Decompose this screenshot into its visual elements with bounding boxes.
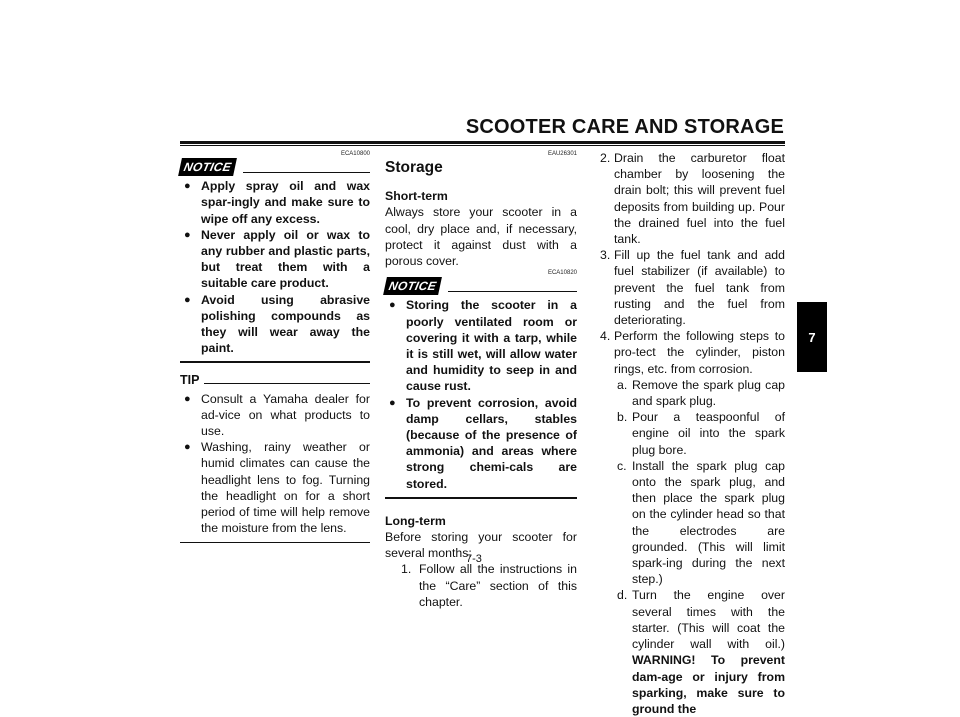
list-item [597, 247, 785, 328]
notice-code: ECA10800 [340, 151, 370, 157]
list-item [614, 409, 785, 458]
warning-text: WARNING! To prevent dam-age or injury from sparking, make sure to ground the [632, 653, 785, 716]
list-item-text: Never apply oil or wax to any rubber and plastic parts, but treat them with a suitable care product. [201, 227, 370, 291]
subheading-long-term: Long-term [385, 513, 446, 528]
tip-end-rule [180, 542, 370, 543]
list-item-text: To prevent corrosion, avoid damp cellars, stables (because of the presence of ammonia) and areas where strong chemi-cals are stored. [406, 395, 577, 491]
header-rule [180, 141, 785, 144]
bullet-icon: ● [389, 299, 396, 312]
notice-header [385, 277, 577, 295]
substeps-list [614, 377, 785, 717]
tip-label: TIP [180, 373, 200, 388]
notice-header [180, 158, 370, 176]
steps-list [597, 150, 785, 717]
notice-rule [448, 291, 577, 292]
list-item [385, 561, 577, 610]
list-item [614, 377, 785, 409]
list-item [597, 150, 785, 247]
list-item [180, 439, 370, 536]
bullet-icon: ● [389, 396, 396, 409]
bullet-icon: ● [184, 228, 191, 241]
substep-letter: b. [617, 410, 628, 425]
substep-text: Pour a teaspoonful of engine oil into the spark plug bore. [632, 410, 785, 457]
notice-rule [243, 172, 370, 173]
substep-letter: d. [617, 588, 628, 603]
list-item [597, 328, 785, 717]
bullet-icon: ● [184, 293, 191, 306]
notice-list [180, 178, 370, 356]
column-1 [180, 150, 370, 543]
step-text: Follow all the instructions in the “Care” section of this chapter. [419, 562, 577, 609]
substep-letter: a. [617, 377, 628, 392]
tip-header [180, 372, 370, 388]
step-number: 4. [600, 329, 611, 344]
page-header-title: SCOOTER CARE AND STORAGE [465, 116, 784, 138]
header-rule-thin [180, 145, 785, 146]
step-text: Drain the carburetor float chamber by loosening the drain bolt; this will prevent fuel deposits from building up. Pour the drained fuel into the fuel tank. [614, 151, 785, 247]
list-item-text: Avoid using abrasive polishing compounds as they will wear away the paint. [201, 292, 370, 356]
notice-end-rule [180, 361, 370, 363]
long-term-text: Before storing your scooter for several months: [385, 530, 577, 561]
substep-text: Turn the engine over several times with the starter. (This will coat the cylinder wall with oil.) [632, 588, 785, 652]
bullet-icon: ● [184, 392, 191, 405]
list-item [180, 391, 370, 440]
list-item [180, 227, 370, 292]
step-text: Perform the following steps to pro-tect the cylinder, piston rings, etc. from corrosion. [614, 329, 785, 376]
steps-list [385, 561, 577, 610]
list-item [385, 395, 577, 492]
column-3 [597, 150, 785, 717]
substep-text: Remove the spark plug cap and spark plug. [632, 377, 785, 409]
list-item [180, 292, 370, 357]
list-item-text: Apply spray oil and wax spar-ingly and make sure to wipe off any excess. [201, 179, 370, 226]
list-item [385, 297, 577, 394]
list-item-text: Washing, rainy weather or humid climates can cause the headlight lens to fog. Turning the headlight on for a short period of time will help remove the moisture from the lens. [201, 440, 370, 536]
notice-badge: NOTICE [383, 277, 442, 295]
step-number: 3. [600, 248, 611, 263]
notice-badge: NOTICE [178, 158, 237, 176]
notice-list [385, 297, 577, 491]
tip-rule [204, 383, 370, 384]
substep-text: Install the spark plug cap onto the spark plug, and then place the spark plug on the cylinder head so that the electrodes are grounded. (This will limit spark-ing during the next step.) [632, 458, 785, 587]
substep-letter: c. [617, 458, 627, 473]
list-item [614, 587, 785, 717]
section-code: EAU26301 [547, 151, 577, 157]
bullet-icon: ● [184, 180, 191, 193]
step-number: 2. [600, 151, 611, 165]
page-number: 7-3 [466, 553, 482, 565]
short-term-text: Always store your scooter in a cool, dry place and, if necessary, protect it against dust with a porous cover. [385, 205, 577, 269]
list-item-text: Consult a Yamaha dealer for ad-vice on what products to use. [201, 391, 370, 439]
bullet-icon: ● [184, 441, 191, 454]
section-title: Storage [385, 159, 443, 176]
notice-code: ECA10820 [547, 270, 577, 277]
chapter-tab: 7 [797, 302, 827, 372]
step-number: 1. [401, 562, 412, 577]
list-item-text: Storing the scooter in a poorly ventilated room or covering it with a tarp, while it is still wet, will allow water and humidity to seep in and cause rust. [406, 298, 577, 394]
step-text: Fill up the fuel tank and add fuel stabilizer (if available) to prevent the fuel tank from rusting and the fuel from deteriorating. [614, 248, 785, 328]
list-item [180, 178, 370, 227]
tip-list [180, 391, 370, 537]
column-2 [385, 150, 577, 610]
subheading-short-term: Short-term [385, 189, 448, 204]
notice-end-rule [385, 497, 577, 499]
list-item [614, 458, 785, 588]
